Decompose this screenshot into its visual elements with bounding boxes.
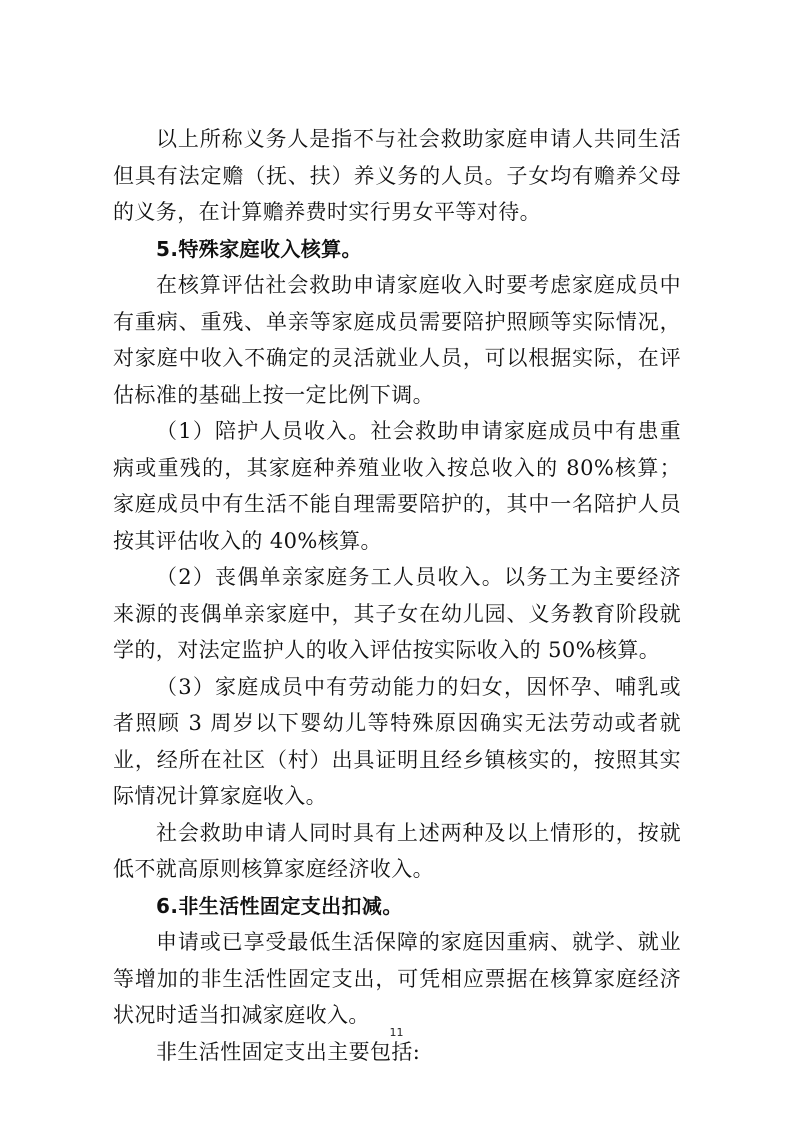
- heading-special-family-income: 5.特殊家庭收入核算。: [156, 236, 362, 261]
- document-body: [113, 121, 681, 1070]
- paragraph-widowed-single-parent-income: （2）丧偶单亲家庭务工人员收入。以务工为主要经济来源的丧偶单亲家庭中，其子女在幼儿园、义务教育阶段就学的，对法定监护人的收入评估按实际收入的 50%核算。: [113, 565, 681, 662]
- paragraph-caregiver-income: （1）陪护人员收入。社会救助申请家庭成员中有患重病或重残的，其家庭种养殖业收入按总收入的 80%核算；家庭成员中有生活不能自理需要陪护的，其中一名陪护人员按其评估收入的 40%核算。: [113, 419, 681, 553]
- page-number: 11: [389, 1026, 404, 1039]
- paragraph-obligor-definition: 以上所称义务人是指不与社会救助家庭申请人共同生活但具有法定赡（抚、扶）养义务的人员。子女均有赡养父母的义务，在计算赡养费时实行男女平等对待。: [113, 127, 681, 224]
- paragraph-multiple-circumstances: 社会救助申请人同时具有上述两种及以上情形的，按就低不就高原则核算家庭经济收入。: [113, 820, 681, 881]
- paragraph-income-assessment: 在核算评估社会救助申请家庭收入时要考虑家庭成员中有重病、重残、单亲等家庭成员需要陪护照顾等实际情况，对家庭中收入不确定的灵活就业人员，可以根据实际，在评估标准的基础上按一定比例下调。: [113, 273, 681, 407]
- paragraph-women-special-circumstances: （3）家庭成员中有劳动能力的妇女，因怀孕、哺乳或者照顾 3 周岁以下婴幼儿等特殊原因确实无法劳动或者就业，经所在社区（村）出具证明且经乡镇核实的，按照其实际情况计算家庭收入。: [113, 674, 681, 808]
- paragraph-expense-list-intro: 非生活性固定支出主要包括:: [156, 1039, 421, 1064]
- paragraph-expense-deduction: 申请或已享受最低生活保障的家庭因重病、就学、就业等增加的非生活性固定支出，可凭相应票据在核算家庭经济状况时适当扣减家庭收入。: [113, 930, 681, 1027]
- heading-non-living-expense-deduction: 6.非生活性固定支出扣减。: [156, 893, 403, 918]
